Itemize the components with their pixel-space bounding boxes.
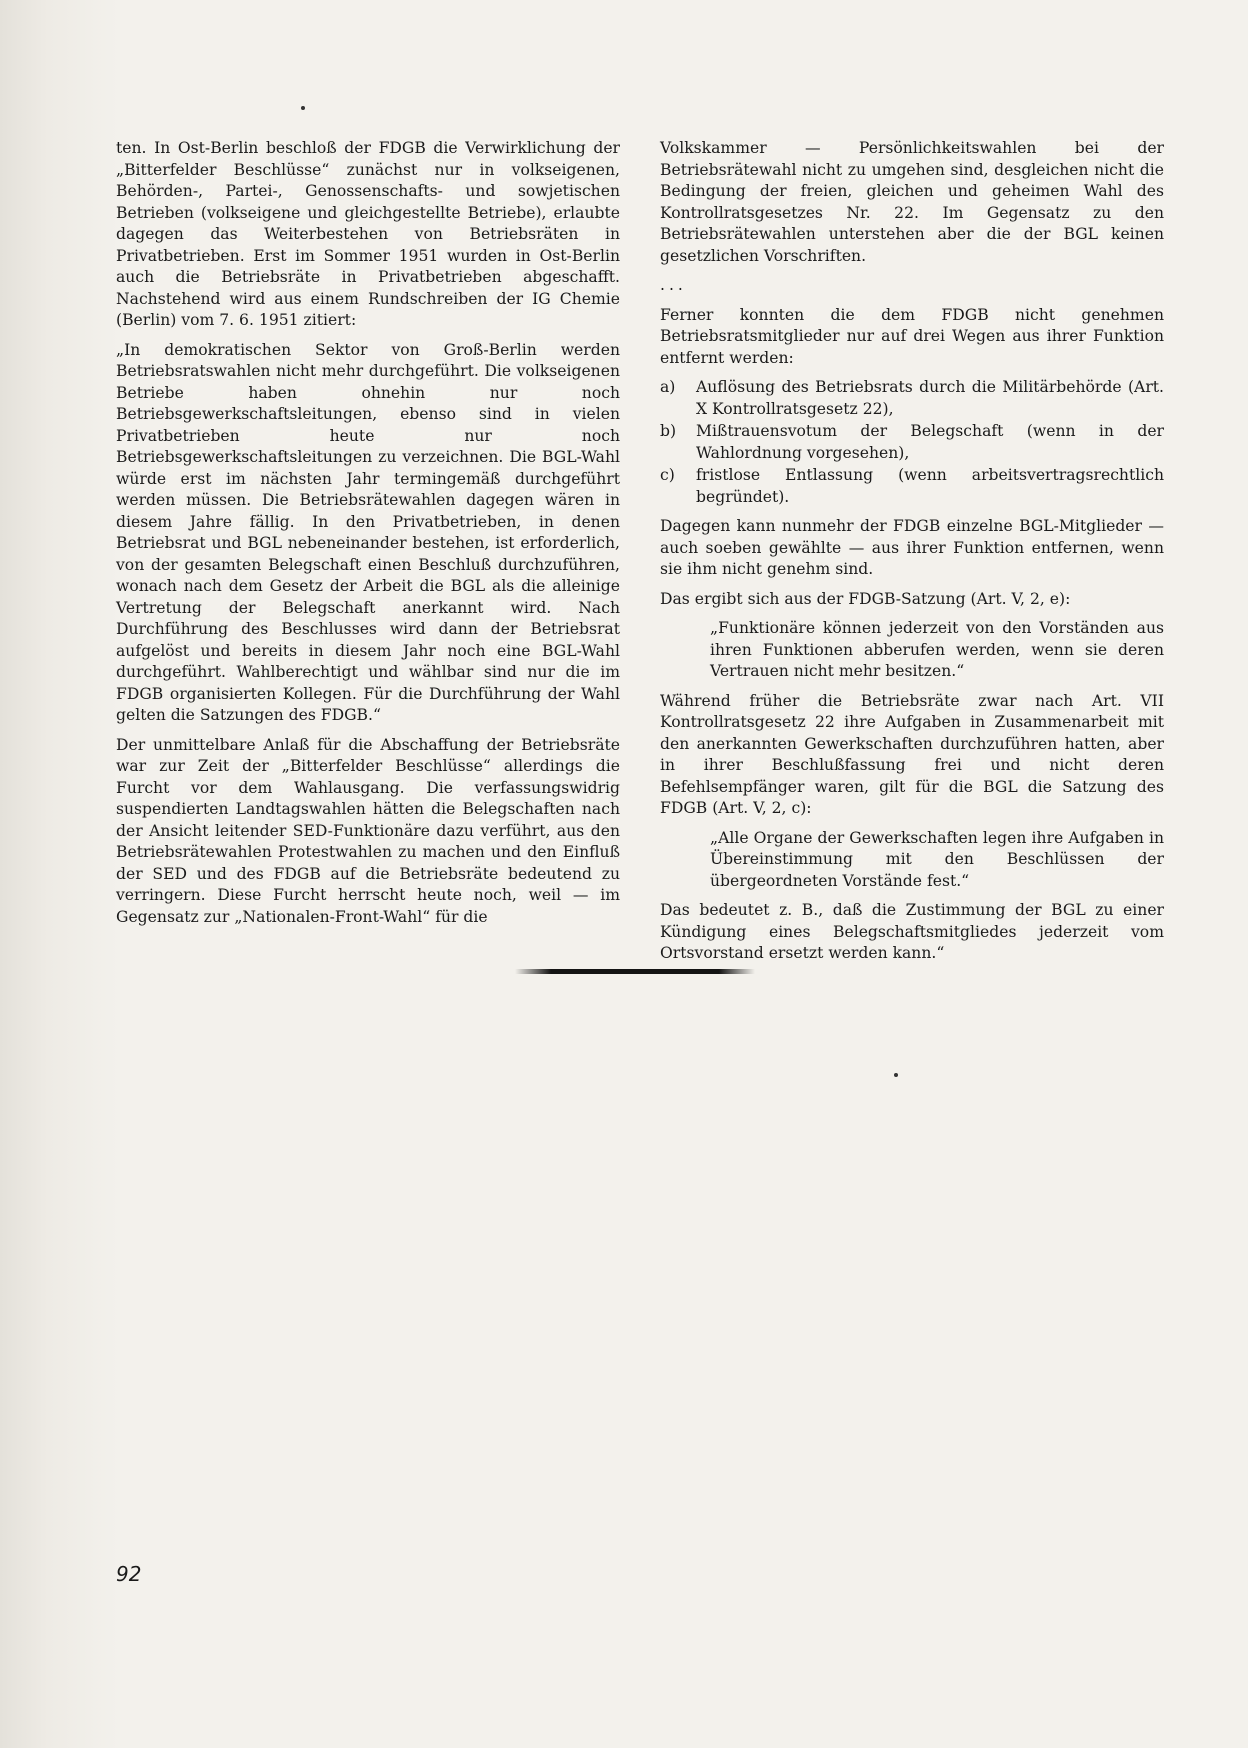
list-item xyxy=(660,465,1164,508)
paragraph: Volkskammer — Persönlichkeitswahlen bei der Betriebsrätewahl nicht zu umgehen sind, desgleichen nicht die Bedingung der freien, gleichen und geheimen Wahl des Kontrollratsgesetzes Nr. 22. Im Gegensatz zu den Betriebsrätewahlen unterstehen aber die der BGL keinen gesetzlichen Vorschriften. xyxy=(660,139,1164,265)
paragraph: Der unmittelbare Anlaß für die Abschaffung der Betriebsräte war zur Zeit der „Bitterfelder Beschlüsse“ allerdings die Furcht vor dem Wahlausgang. Die verfassungswidrig suspendierten Landtagswahlen hätten die Belegschaften nach der Ansicht leitender SED-Funktionäre dazu verführt, aus den Betriebsrätewahlen Protestwahlen zu machen und den Einfluß der SED und des FDGB auf die Betriebsräte bedeutend zu verringern. Diese Furcht herrscht heute noch, weil — im Gegensatz zur „Nationalen-Front-Wahl“ für die xyxy=(116,735,620,926)
block-quote: „Funktionäre können jederzeit von den Vorständen aus ihren Funktionen abberufen werden, wenn sie deren Vertrauen nicht mehr besitzen.“ xyxy=(710,619,1164,680)
right-column xyxy=(660,138,1164,973)
list-item-text: Auflösung des Betriebsrats durch die Militärbehörde (Art. X Kontrollratsgesetz 22), xyxy=(696,378,1164,418)
page-number: 92 xyxy=(116,1562,142,1586)
page-edge-shading xyxy=(0,0,120,1748)
removal-methods-list xyxy=(660,377,1164,508)
list-marker: a) xyxy=(660,378,676,396)
paragraph: ten. In Ost-Berlin beschloß der FDGB die Verwirklichung der „Bitterfelder Beschlüsse“ zunächst nur in volkseigenen, Behörden-, Partei-, Genossenschafts- und sowjetischen Betrieben (volkseigene und gleichgestellte Betriebe), erlaubte dagegen das Weiterbestehen von Betriebsräten in Privatbetrieben. Erst im Sommer 1951 wurden in Ost-Berlin auch die Betriebsräte in Privatbetrieben abgeschafft. Nachstehend wird aus einem Rundschreiben der IG Chemie (Berlin) vom 7. 6. 1951 zitiert: xyxy=(116,139,620,329)
paragraph: Das bedeutet z. B., daß die Zustimmung der BGL zu einer Kündigung eines Belegschaftsmitgliedes jederzeit vom Ortsvorstand ersetzt werden kann.“ xyxy=(660,901,1164,962)
list-item-text: fristlose Entlassung (wenn arbeitsvertragsrechtlich begründet). xyxy=(696,466,1164,506)
section-divider-rule xyxy=(515,969,755,974)
paragraph: Ferner konnten die dem FDGB nicht genehmen Betriebsratsmitglieder nur auf drei Wegen aus ihrer Funktion entfernt werden: xyxy=(660,305,1164,367)
paragraph: Während früher die Betriebsräte zwar nach Art. VII Kontrollratsgesetz 22 ihre Aufgaben in Zusammenarbeit mit den anerkannten Gewerkschaften durchzuführen hatten, aber in ihrer Beschlußfassung frei und nicht deren Befehlsempfänger waren, gilt für die BGL die Satzung des FDGB (Art. V, 2, c): xyxy=(660,691,1164,817)
ellipsis: ... xyxy=(660,276,687,294)
quoted-circular: „In demokratischen Sektor von Groß-Berlin werden Betriebsratswahlen nicht mehr durchgeführt. Die volkseigenen Betriebe haben ohnehin nur noch Betriebsgewerkschaftsleitungen, ebenso sind in vielen Privatbetrieben heute nur noch Betriebsgewerkschaftsleitungen zu verzeichnen. Die BGL-Wahl würde erst im nächsten Jahr termingemäß durchgeführt werden müssen. Die Betriebsrätewahlen dagegen wären in diesem Jahre fällig. In den Privatbetrieben, in denen Betriebsrat und BGL nebeneinander bestehen, ist erforderlich, von der gesamten Belegschaft einen Beschluß durchzuführen, wonach nach dem Gesetz der Arbeit die BGL als die alleinige Vertretung der Belegschaft anerkannt wird. Nach Durchführung des Beschlusses wird dann der Betriebsrat aufgelöst und bereits in diesem Jahr noch eine BGL-Wahl durchgeführt. Wahlberechtigt und wählbar sind nur die im FDGB organisierten Kollegen. Für die Durchführung der Wahl gelten die Satzungen des FDGB.“ xyxy=(116,340,620,724)
list-item-text: Mißtrauensvotum der Belegschaft (wenn in der Wahlordnung vorgesehen), xyxy=(696,422,1164,462)
list-marker: b) xyxy=(660,422,677,440)
list-item xyxy=(660,421,1164,464)
list-item xyxy=(660,377,1164,420)
block-quote: „Alle Organe der Gewerkschaften legen ihre Aufgaben in Übereinstimmung mit den Beschlüssen der übergeordneten Vorstände fest.“ xyxy=(710,828,1164,890)
list-marker: c) xyxy=(660,466,675,484)
print-speck xyxy=(894,1073,898,1077)
print-speck xyxy=(301,106,305,110)
paragraph: Dagegen kann nunmehr der FDGB einzelne BGL-Mitglieder — auch soeben gewählte — aus ihrer Funktion entfernen, wenn sie ihm nicht genehm sind. xyxy=(660,517,1164,578)
paragraph: Das ergibt sich aus der FDGB-Satzung (Art. V, 2, e): xyxy=(660,589,1071,608)
left-column xyxy=(116,138,620,936)
